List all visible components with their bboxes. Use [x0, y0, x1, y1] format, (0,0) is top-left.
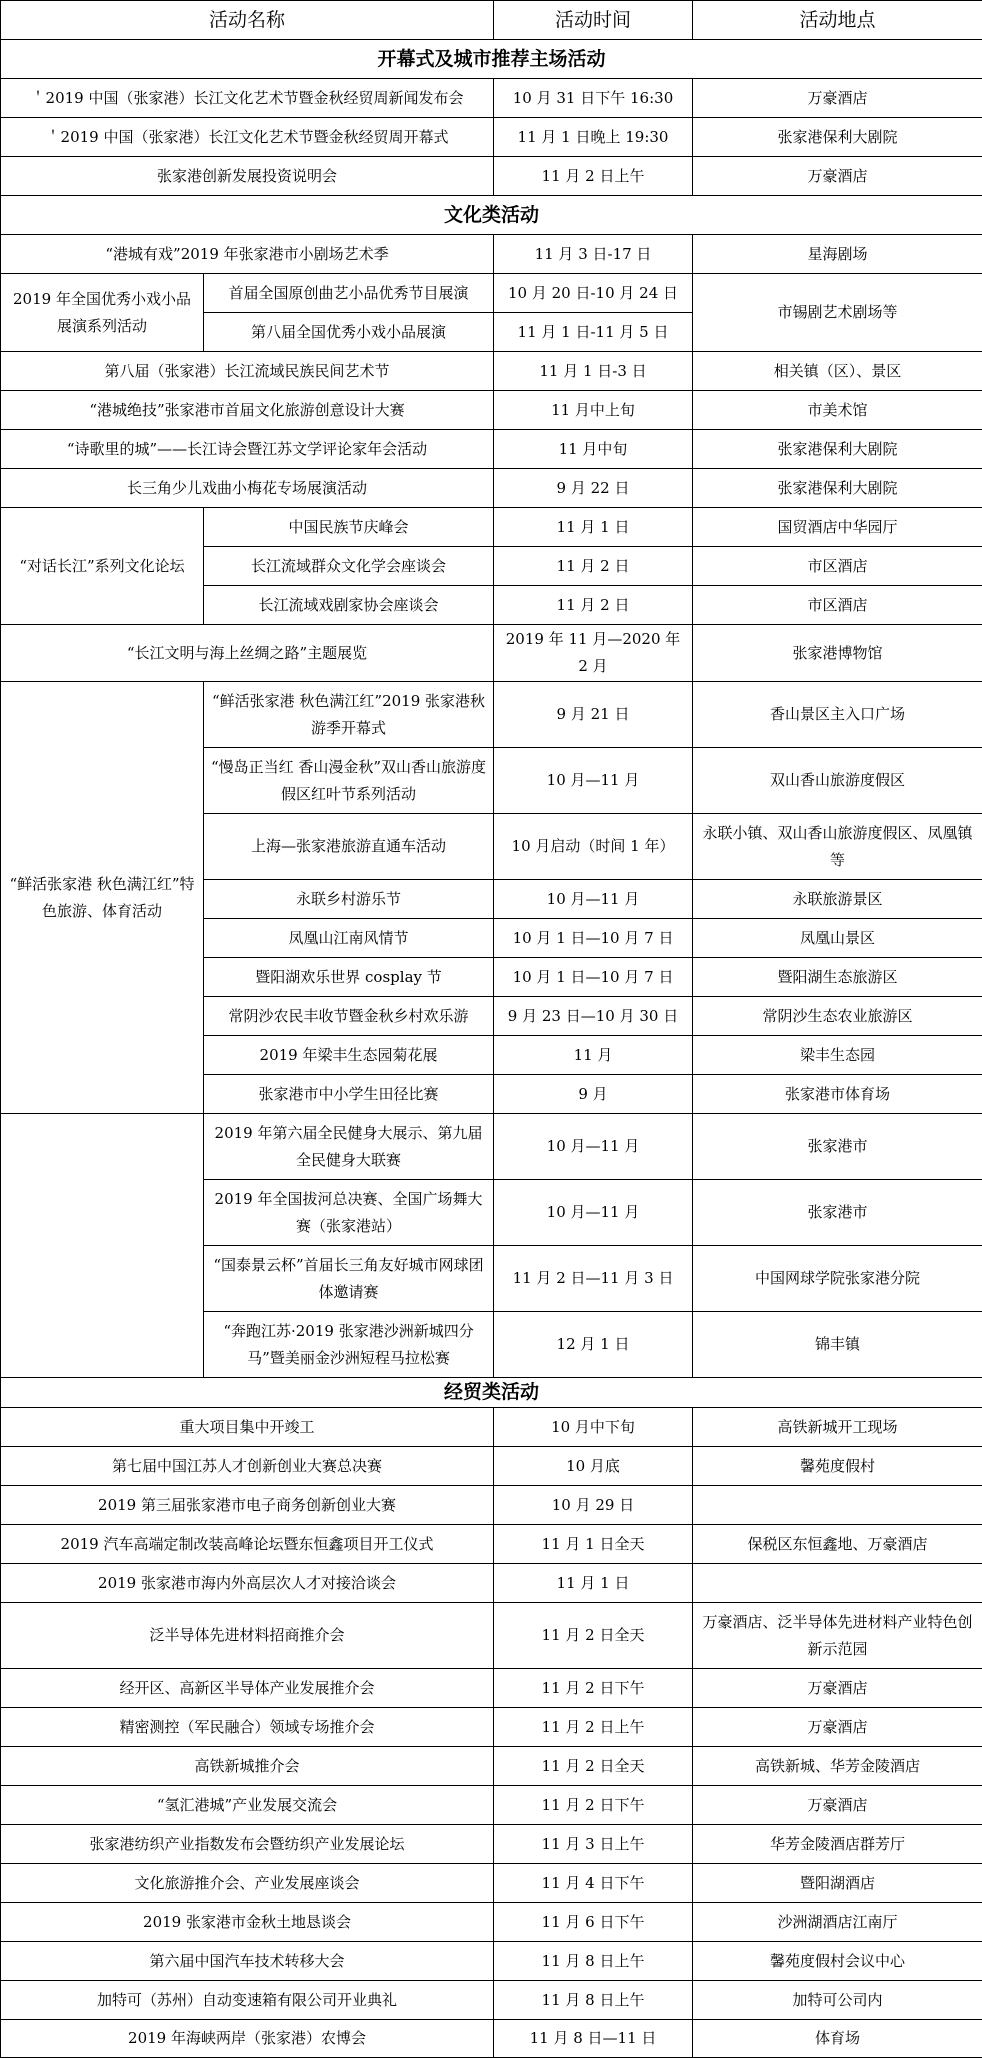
activity-name: 第八届全国优秀小戏小品展演 [204, 313, 494, 352]
activity-time: 11 月 2 日 [494, 586, 693, 625]
activity-name: 高铁新城推介会 [1, 1747, 494, 1786]
activity-time: 10 月 20 日-10 月 24 日 [494, 274, 693, 313]
activity-time: 10 月 1 日—10 月 7 日 [494, 958, 693, 997]
activity-place: 中国网球学院张家港分院 [693, 1246, 982, 1312]
activity-name: ＇2019 中国（张家港）长江文化艺术节暨金秋经贸周新闻发布会 [1, 79, 494, 118]
section-row-culture [1, 196, 982, 235]
activity-name: “慢岛正当红 香山漫金秋”双山香山旅游度假区红叶节系列活动 [204, 748, 494, 814]
activity-time: 11 月 8 日上午 [494, 1981, 693, 2020]
activity-name: “国泰景云杯”首届长三角友好城市网球团体邀请赛 [204, 1246, 494, 1312]
activity-name: 2019 年第六届全民健身大展示、第九届全民健身大联赛 [204, 1114, 494, 1180]
activity-name: “港城绝技”张家港市首届文化旅游创意设计大赛 [1, 391, 494, 430]
activity-row [1, 1747, 982, 1786]
activity-name: 2019 年梁丰生态园菊花展 [204, 1036, 494, 1075]
activity-time: 10 月底 [494, 1447, 693, 1486]
activity-name: 加特可（苏州）自动变速箱有限公司开业典礼 [1, 1981, 494, 2020]
activity-name: 首届全国原创曲艺小品优秀节目展演 [204, 274, 494, 313]
activity-time: 11 月 2 日 [494, 547, 693, 586]
activity-time: 11 月 2 日下午 [494, 1669, 693, 1708]
section-row-opening [1, 40, 982, 79]
activity-row [1, 430, 982, 469]
activity-row [1, 1708, 982, 1747]
activity-name: 文化旅游推介会、产业发展座谈会 [1, 1864, 494, 1903]
activity-place: 万豪酒店 [693, 157, 982, 196]
activity-place: 永联旅游景区 [693, 880, 982, 919]
activity-name: 第八届（张家港）长江流域民族民间艺术节 [1, 352, 494, 391]
activity-name: “港城有戏”2019 年张家港市小剧场艺术季 [1, 235, 494, 274]
activity-time: 11 月 4 日下午 [494, 1864, 693, 1903]
activity-row [1, 1825, 982, 1864]
section-title: 开幕式及城市推荐主场活动 [1, 40, 982, 79]
activity-time: 11 月 2 日全天 [494, 1747, 693, 1786]
activity-row [1, 1408, 982, 1447]
activity-place: 馨苑度假村 [693, 1447, 982, 1486]
activity-row [1, 508, 982, 547]
activity-time: 11 月 1 日-11 月 5 日 [494, 313, 693, 352]
activity-row [1, 391, 982, 430]
activity-place: 万豪酒店 [693, 1786, 982, 1825]
activity-name: 2019 年全国拔河总决赛、全国广场舞大赛（张家港站） [204, 1180, 494, 1246]
activity-place: 相关镇（区）、景区 [693, 352, 982, 391]
activity-name: 暨阳湖欢乐世界 cosplay 节 [204, 958, 494, 997]
activity-place: 万豪酒店 [693, 79, 982, 118]
activity-time: 11 月 2 日—11 月 3 日 [494, 1246, 693, 1312]
activity-time: 11 月 1 日 [494, 508, 693, 547]
activity-row [1, 682, 982, 748]
activity-time: 10 月启动（时间 1 年） [494, 814, 693, 880]
activity-time: 11 月中旬 [494, 430, 693, 469]
activity-row [1, 79, 982, 118]
activity-time: 9 月 23 日—10 月 30 日 [494, 997, 693, 1036]
activity-time: 10 月 1 日—10 月 7 日 [494, 919, 693, 958]
activity-name: 中国民族节庆峰会 [204, 508, 494, 547]
activity-row [1, 1486, 982, 1525]
activity-time: 10 月—11 月 [494, 1114, 693, 1180]
activity-name: 2019 张家港市金秋土地恳谈会 [1, 1903, 494, 1942]
activity-place: 体育场 [693, 2020, 982, 2058]
activity-name: 长三角少儿戏曲小梅花专场展演活动 [1, 469, 494, 508]
activity-name: 张家港纺织产业指数发布会暨纺织产业发展论坛 [1, 1825, 494, 1864]
activity-name: 2019 汽车高端定制改装高峰论坛暨东恒鑫项目开工仪式 [1, 1525, 494, 1564]
activity-place: 华芳金陵酒店群芳厅 [693, 1825, 982, 1864]
activity-place [693, 1564, 982, 1603]
activity-name: 第六届中国汽车技术转移大会 [1, 1942, 494, 1981]
activity-place: 双山香山旅游度假区 [693, 748, 982, 814]
activity-time: 12 月 1 日 [494, 1312, 693, 1378]
activity-time: 11 月 2 日全天 [494, 1603, 693, 1669]
activity-name: 第七届中国江苏人才创新创业大赛总决赛 [1, 1447, 494, 1486]
activity-time: 10 月 29 日 [494, 1486, 693, 1525]
activity-place: 常阴沙生态农业旅游区 [693, 997, 982, 1036]
activity-place: 万豪酒店 [693, 1669, 982, 1708]
activity-time: 10 月 31 日下午 16:30 [494, 79, 693, 118]
activity-place: 万豪酒店、泛半导体先进材料产业特色创新示范园 [693, 1603, 982, 1669]
activity-name: 永联乡村游乐节 [204, 880, 494, 919]
activity-place: 张家港市体育场 [693, 1075, 982, 1114]
activity-time: 11 月 6 日下午 [494, 1903, 693, 1942]
activity-row [1, 1981, 982, 2020]
activity-row [1, 1942, 982, 1981]
activity-time: 10 月—11 月 [494, 1180, 693, 1246]
activity-row [1, 1903, 982, 1942]
activity-time: 10 月中下旬 [494, 1408, 693, 1447]
activity-name: 张家港市中小学生田径比赛 [204, 1075, 494, 1114]
activity-row [1, 1114, 982, 1180]
activity-row [1, 1525, 982, 1564]
activity-time: 11 月 2 日上午 [494, 1708, 693, 1747]
activity-time: 11 月 3 日上午 [494, 1825, 693, 1864]
activity-time: 9 月 21 日 [494, 682, 693, 748]
activity-place: 暨阳湖酒店 [693, 1864, 982, 1903]
activity-place: 张家港保利大剧院 [693, 469, 982, 508]
activity-row [1, 274, 982, 313]
section-title: 文化类活动 [1, 196, 982, 235]
schedule-body [1, 1, 982, 2058]
activity-name: 长江流域戏剧家协会座谈会 [204, 586, 494, 625]
activity-row [1, 1864, 982, 1903]
group-name-empty [1, 1114, 204, 1378]
section-row-trade [1, 1378, 982, 1408]
activity-place [693, 1486, 982, 1525]
activity-time: 11 月 8 日—11 日 [494, 2020, 693, 2058]
activity-place: 张家港保利大剧院 [693, 118, 982, 157]
activity-time: 9 月 [494, 1075, 693, 1114]
activity-place: 万豪酒店 [693, 1708, 982, 1747]
activity-place: 张家港市 [693, 1114, 982, 1180]
activity-name: “氢汇港城”产业发展交流会 [1, 1786, 494, 1825]
activity-name: 精密测控（军民融合）领域专场推介会 [1, 1708, 494, 1747]
activity-name: ＇2019 中国（张家港）长江文化艺术节暨金秋经贸周开幕式 [1, 118, 494, 157]
activity-name: 常阴沙农民丰收节暨金秋乡村欢乐游 [204, 997, 494, 1036]
activity-place: 张家港市 [693, 1180, 982, 1246]
activity-time: 9 月 22 日 [494, 469, 693, 508]
activity-row [1, 469, 982, 508]
activity-place: 沙洲湖酒店江南厅 [693, 1903, 982, 1942]
activity-time: 11 月 1 日晚上 19:30 [494, 118, 693, 157]
activity-place: 香山景区主入口广场 [693, 682, 982, 748]
activity-place: 保税区东恒鑫地、万豪酒店 [693, 1525, 982, 1564]
activity-time: 11 月中上旬 [494, 391, 693, 430]
activity-name: “诗歌里的城”——长江诗会暨江苏文学评论家年会活动 [1, 430, 494, 469]
header-time: 活动时间 [494, 1, 693, 40]
activity-name: 2019 年海峡两岸（张家港）农博会 [1, 2020, 494, 2058]
header-name: 活动名称 [1, 1, 494, 40]
activity-name: 张家港创新发展投资说明会 [1, 157, 494, 196]
activity-place: 市区酒店 [693, 547, 982, 586]
activity-time: 11 月 2 日上午 [494, 157, 693, 196]
activity-time: 11 月 1 日全天 [494, 1525, 693, 1564]
activity-name: “奔跑江苏·2019 张家港沙洲新城四分马”暨美丽金沙洲短程马拉松赛 [204, 1312, 494, 1378]
activity-time: 11 月 1 日-3 日 [494, 352, 693, 391]
group-name: “对话长江”系列文化论坛 [1, 508, 204, 625]
section-title: 经贸类活动 [1, 1378, 982, 1408]
activity-place: 国贸酒店中华园厅 [693, 508, 982, 547]
activity-row [1, 352, 982, 391]
activity-place: 市美术馆 [693, 391, 982, 430]
activity-row [1, 625, 982, 682]
activity-name: “长江文明与海上丝绸之路”主题展览 [1, 625, 494, 682]
group-name: “鲜活张家港 秋色满江红”特色旅游、体育活动 [1, 682, 204, 1114]
activity-place: 市锡剧艺术剧场等 [693, 274, 982, 352]
activity-name: 2019 第三届张家港市电子商务创新创业大赛 [1, 1486, 494, 1525]
activity-row [1, 1603, 982, 1669]
activity-place: 市区酒店 [693, 586, 982, 625]
activity-name: 经开区、高新区半导体产业发展推介会 [1, 1669, 494, 1708]
activity-name: 2019 张家港市海内外高层次人才对接洽谈会 [1, 1564, 494, 1603]
activity-row [1, 118, 982, 157]
activity-name: 长江流域群众文化学会座谈会 [204, 547, 494, 586]
activity-place: 张家港博物馆 [693, 625, 982, 682]
activity-place: 星海剧场 [693, 235, 982, 274]
activity-row [1, 1669, 982, 1708]
activity-place: 高铁新城开工现场 [693, 1408, 982, 1447]
activity-place: 高铁新城、华芳金陵酒店 [693, 1747, 982, 1786]
activity-time: 10 月—11 月 [494, 748, 693, 814]
activity-name: 上海—张家港旅游直通车活动 [204, 814, 494, 880]
activity-row [1, 1786, 982, 1825]
activity-row [1, 1564, 982, 1603]
activity-name: “鲜活张家港 秋色满江红”2019 张家港秋游季开幕式 [204, 682, 494, 748]
activity-row [1, 1447, 982, 1486]
activity-name: 泛半导体先进材料招商推介会 [1, 1603, 494, 1669]
activity-time: 11 月 2 日下午 [494, 1786, 693, 1825]
activity-place: 梁丰生态园 [693, 1036, 982, 1075]
activity-row [1, 2020, 982, 2058]
activity-name: 重大项目集中开竣工 [1, 1408, 494, 1447]
activity-place: 永联小镇、双山香山旅游度假区、凤凰镇等 [693, 814, 982, 880]
activity-time: 11 月 8 日上午 [494, 1942, 693, 1981]
activity-time: 11 月 1 日 [494, 1564, 693, 1603]
activity-time: 11 月 [494, 1036, 693, 1075]
header-place: 活动地点 [693, 1, 982, 40]
activity-place: 馨苑度假村会议中心 [693, 1942, 982, 1981]
activity-place: 暨阳湖生态旅游区 [693, 958, 982, 997]
activity-place: 加特可公司内 [693, 1981, 982, 2020]
group-name: 2019 年全国优秀小戏小品展演系列活动 [1, 274, 204, 352]
activity-place: 凤凰山景区 [693, 919, 982, 958]
header-row [1, 1, 982, 40]
activity-name: 凤凰山江南风情节 [204, 919, 494, 958]
activity-row [1, 235, 982, 274]
activity-time: 11 月 3 日-17 日 [494, 235, 693, 274]
activity-place: 锦丰镇 [693, 1312, 982, 1378]
activity-time: 2019 年 11 月—2020 年 2 月 [494, 625, 693, 682]
activity-place: 张家港保利大剧院 [693, 430, 982, 469]
activity-row [1, 157, 982, 196]
activity-time: 10 月—11 月 [494, 880, 693, 919]
